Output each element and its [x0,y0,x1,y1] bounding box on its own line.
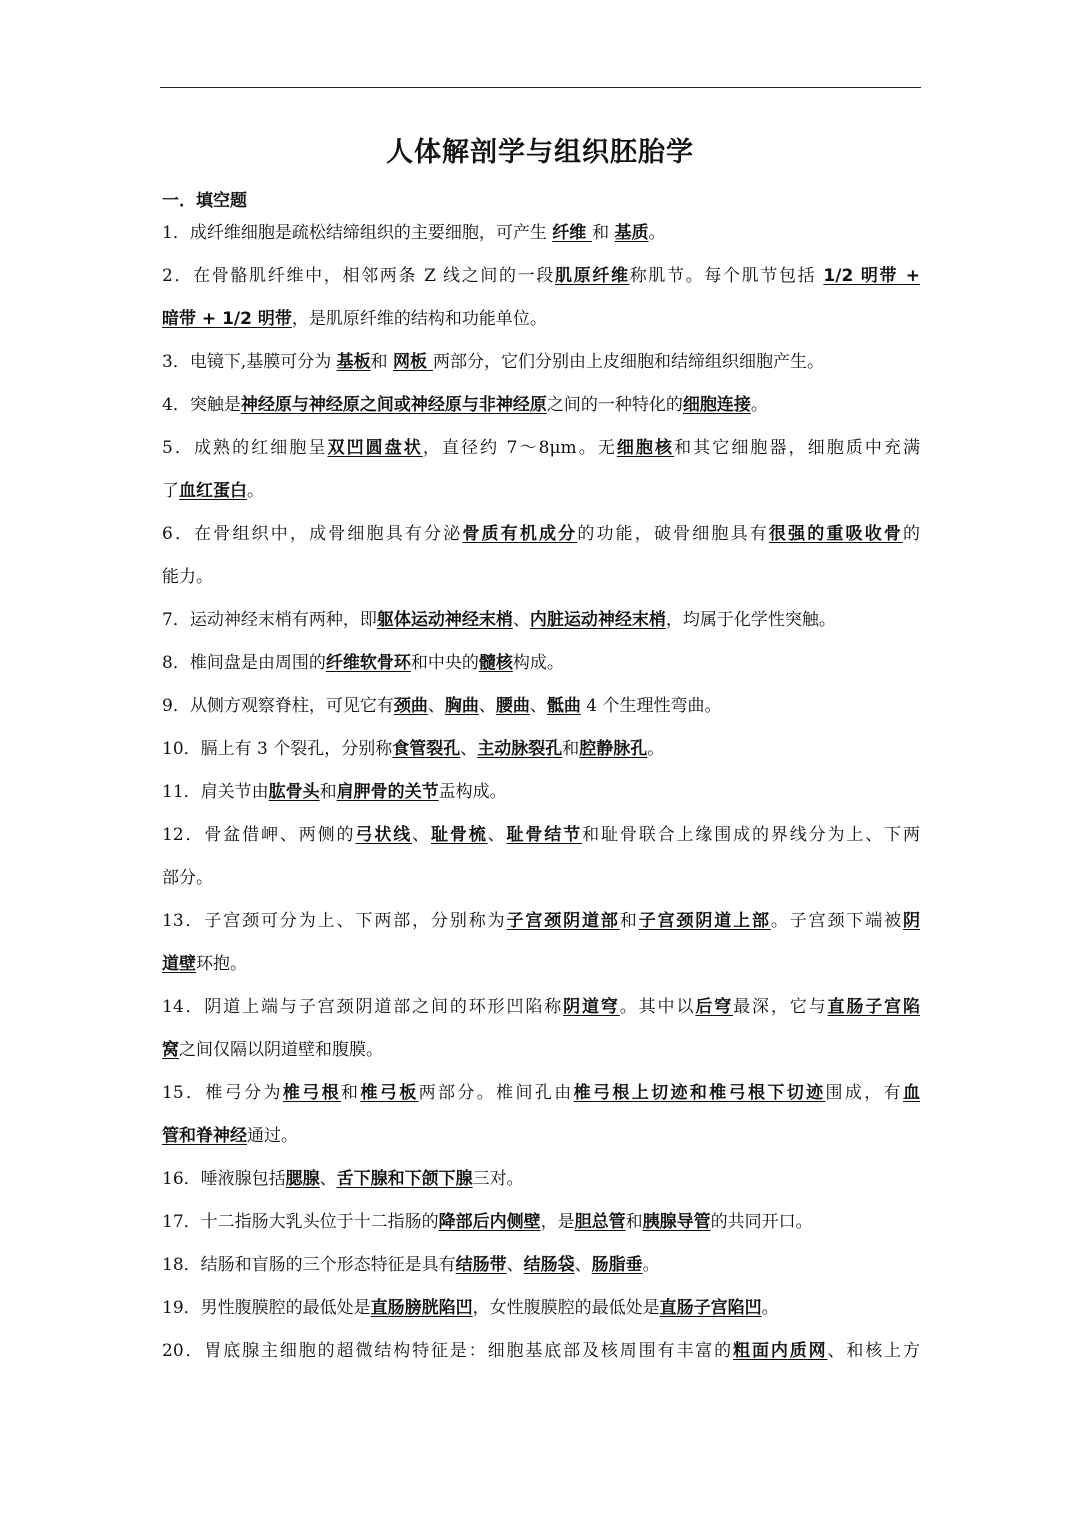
question-text: 部分。 [162,868,213,888]
question-text: 4 个生理性弯曲。 [580,696,722,716]
answer-blank: 腰曲 [495,696,530,716]
answer-blank: 子宫颈阴道部 [506,911,620,931]
question-text: ，是肌原纤维的结构和功能单位。 [291,309,547,329]
answer-blank: 血红蛋白 [179,481,247,501]
text-line [162,521,920,547]
answer-blank: 细胞连接 [682,395,751,415]
question-text: ，是 [540,1212,575,1232]
question-text: 、 [412,825,431,845]
answer-blank: 降部后内侧壁 [438,1212,541,1232]
question-text: 2．在骨骼肌纤维中，相邻两条 Z 线之间的一段 [162,266,556,286]
answer-blank: 骶曲 [546,696,581,716]
answer-blank: 双凹圆盘状 [327,438,423,458]
text-line [162,478,264,504]
question-text: 之间的一种特化的 [546,395,683,415]
answer-blank: 骨质有机成分 [462,524,578,544]
answer-blank: 耻骨结节 [506,825,583,845]
answer-blank: 直肠膀胱陷凹 [370,1298,473,1318]
answer-blank: 直肠子宫陷凹 [659,1298,762,1318]
text-line [162,1080,920,1106]
answer-blank: 后穹 [695,997,734,1017]
question-text: 9．从侧方观察脊柱，可见它有 [162,696,394,716]
answer-blank: 很强的重吸收骨 [768,524,904,544]
text-line [162,736,664,762]
question-text: 之间仅隔以阴道壁和腹膜。 [179,1040,383,1060]
question-text: 、 [460,739,478,759]
text-line [162,1209,813,1235]
answer-blank: 肠脂垂 [591,1255,643,1275]
text-line [162,435,920,461]
question-text: 1．成纤维细胞是疏松结缔组织的主要细胞，可产生 [162,223,553,243]
question-text: 和 [341,1083,361,1103]
section-heading: 一．填空题 [162,191,247,211]
question-text: ，均属于化学性突触。 [665,610,836,630]
question-text: 两部分，它们分别由上皮细胞和结缔组织细胞产生。 [432,352,824,372]
question-text: 16．唾液腺包括 [162,1169,286,1189]
answer-blank: 粗面内质网 [733,1341,828,1361]
text-line [162,1252,660,1278]
text-line [162,779,507,805]
answer-blank: 躯体运动神经末梢 [376,610,513,630]
answer-blank: 阴 [903,911,921,931]
question-text: 和 [592,223,615,243]
text-line [162,822,920,848]
question-text: 。其中以 [619,997,696,1017]
text-line [162,693,721,719]
question-text: 18．结肠和盲肠的三个形态特征是具有 [162,1255,456,1275]
question-text: 和 [319,782,337,802]
answer-blank: 腔静脉孔 [579,739,648,759]
question-text: 、 [574,1255,592,1275]
text-line [162,650,564,676]
answer-blank: 椎弓板 [360,1083,419,1103]
question-text: 15．椎弓分为 [162,1083,283,1103]
question-text: 构成。 [512,653,564,673]
question-text: 盂构成。 [438,782,507,802]
answer-blank: 子宫颈阴道上部 [638,911,771,931]
question-text: 和耻骨联合上缘围成的界线分为上、下两 [582,825,921,845]
answer-blank: 暗带 + 1/2 明带 [162,309,292,329]
question-text: 通过。 [247,1126,298,1146]
answer-blank: 内脏运动神经末梢 [529,610,666,630]
text-line [162,1338,920,1364]
question-text: 和 [370,352,394,372]
text-line [162,220,666,246]
answer-blank: 窝 [162,1040,179,1060]
answer-blank: 神经原与神经原之间或神经原与非神经原 [240,395,547,415]
question-text: 的 [903,524,921,544]
question-text: 、 [529,696,547,716]
answer-blank: 胰腺导管 [642,1212,711,1232]
text-line [162,1123,298,1149]
question-text: 两部分。椎间孔由 [418,1083,574,1103]
question-text: 。子宫颈下端被 [770,911,904,931]
question-text: 7．运动神经末梢有两种，即 [162,610,377,630]
question-text: ，直径约 7～8μm。无 [422,438,617,458]
answer-blank: 肩胛骨的关节 [336,782,439,802]
question-text: 和 [619,911,639,931]
question-text: 12．骨盆借岬、两侧的 [162,825,356,845]
question-text: 13．子宫颈可分为上、下两部，分别称为 [162,911,507,931]
question-text: 能力。 [162,567,213,587]
question-text: 。 [750,395,768,415]
question-text: 的功能，破骨细胞具有 [577,524,769,544]
answer-blank: 耻骨梳 [431,825,488,845]
header-rule [160,87,921,88]
question-text: 称肌节。每个肌节包括 [629,266,824,286]
answer-blank: 管和脊神经 [162,1126,247,1146]
question-text: 环抱。 [196,954,247,974]
answer-blank: 主动脉裂孔 [477,739,563,759]
text-line [162,564,213,590]
answer-blank: 阴道穹 [563,997,620,1017]
text-line [162,1295,779,1321]
answer-blank: 肱骨头 [268,782,320,802]
answer-blank: 弓状线 [355,825,413,845]
text-line [162,392,768,418]
answer-blank: 1/2 明带 + [823,266,921,286]
text-line [162,607,836,633]
answer-blank: 细胞核 [616,438,675,458]
question-text: 19．男性腹膜腔的最低处是 [162,1298,371,1318]
question-text: 11．肩关节由 [162,782,269,802]
question-text: 和中央的 [410,653,479,673]
answer-blank: 胆总管 [574,1212,626,1232]
answer-blank: 基板 [336,352,371,372]
answer-blank: 血 [903,1083,921,1103]
question-text: 4．突触是 [162,395,241,415]
answer-blank: 直肠子宫陷 [827,997,921,1017]
question-text: 、和核上方 [827,1341,920,1361]
question-text: 围成，有 [825,1083,904,1103]
question-text: 、 [427,696,445,716]
question-text: 10．膈上有 3 个裂孔，分别称 [162,739,393,759]
answer-blank: 椎弓根上切迹和椎弓根下切迹 [573,1083,826,1103]
answer-blank: 纤维软骨环 [325,653,411,673]
question-text: 20．胃底腺主细胞的超微结构特征是：细胞基底部及核周围有丰富的 [162,1341,734,1361]
question-text: 14．阴道上端与子宫颈阴道部之间的环形凹陷称 [162,997,564,1017]
answer-blank: 基质 [614,223,649,243]
text-line [162,306,547,332]
answer-blank: 网板 [393,352,433,372]
question-text: 3．电镜下,基膜可分为 [162,352,337,372]
text-line [162,263,920,289]
question-text: ，女性腹膜腔的最低处是 [472,1298,660,1318]
text-line [162,908,920,934]
question-text: 和 [562,739,580,759]
question-text: 。 [642,1255,660,1275]
question-text: 最深，它与 [733,997,828,1017]
answer-blank: 腮腺 [285,1169,320,1189]
question-text: 了 [162,481,179,501]
question-text: 。 [761,1298,779,1318]
text-line [162,994,920,1020]
question-text: 、 [478,696,496,716]
question-text: 、 [487,825,507,845]
text-line [162,951,247,977]
answer-blank: 髓核 [478,653,513,673]
answer-blank: 颈曲 [393,696,428,716]
answer-blank: 结肠带 [455,1255,507,1275]
question-text: 、 [506,1255,524,1275]
text-line [162,1166,524,1192]
question-text: 三对。 [472,1169,524,1189]
question-text: 6．在骨组织中，成骨细胞具有分泌 [162,524,463,544]
text-line [162,349,824,375]
answer-blank: 道壁 [162,954,196,974]
question-text: 、 [319,1169,337,1189]
question-text: 。 [247,481,264,501]
question-text: 。 [648,223,666,243]
answer-blank: 椎弓根 [282,1083,342,1103]
question-text: 。 [647,739,665,759]
question-text: 8．椎间盘是由周围的 [162,653,326,673]
answer-blank: 舌下腺和下颌下腺 [336,1169,473,1189]
question-text: 的共同开口。 [710,1212,813,1232]
answer-blank: 胸曲 [444,696,479,716]
answer-blank: 食管裂孔 [392,739,461,759]
question-text: 5．成熟的红细胞呈 [162,438,328,458]
answer-blank: 纤维 [552,223,593,243]
text-line [162,865,213,891]
question-text: 和其它细胞器，细胞质中充满 [674,438,921,458]
question-text: 和 [625,1212,643,1232]
question-text: 、 [512,610,530,630]
question-text: 17．十二指肠大乳头位于十二指肠的 [162,1212,439,1232]
page-title: 人体解剖学与组织胚胎学 [386,137,694,168]
answer-blank: 肌原纤维 [555,266,630,286]
answer-blank: 结肠袋 [523,1255,575,1275]
text-line [162,1037,383,1063]
